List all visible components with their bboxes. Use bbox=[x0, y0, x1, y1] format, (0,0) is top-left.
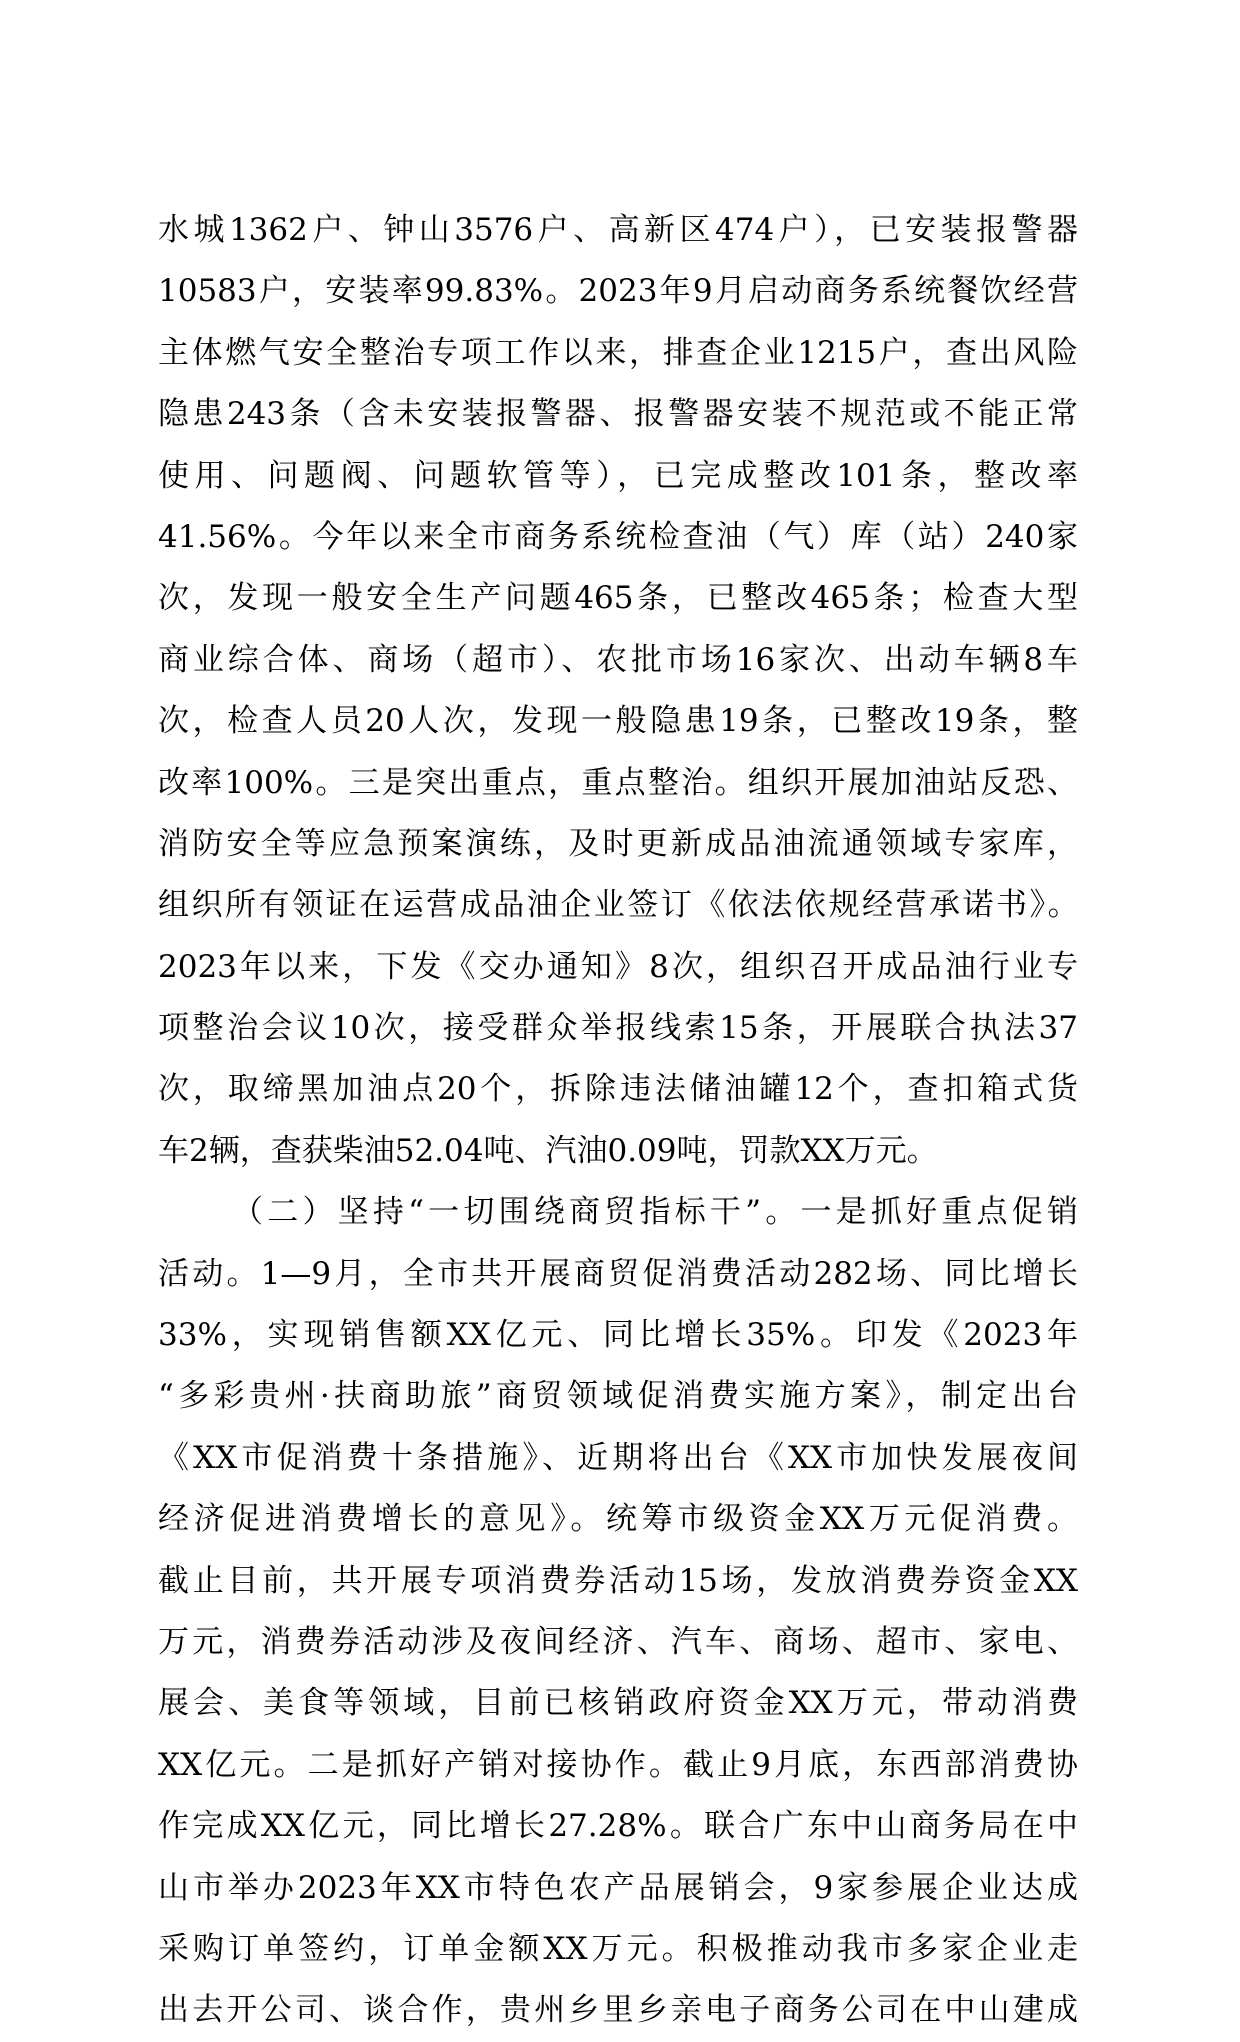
text-line: 万元，消费券活动涉及夜间经济、汽车、商场、超市、家电、 bbox=[158, 1623, 1078, 1660]
text-line: 作完成XX亿元，同比增长27.28%。联合广东中山商务局在中 bbox=[158, 1808, 1078, 1845]
text-line: 次，检查人员20人次，发现一般隐患19条，已整改19条，整 bbox=[158, 703, 1078, 740]
text-line: 消防安全等应急预案演练，及时更新成品油流通领域专家库， bbox=[158, 825, 1078, 862]
text-line: 41.56%。今年以来全市商务系统检查油（气）库（站）240家 bbox=[158, 518, 1078, 555]
text-line: 山市举办2023年XX市特色农产品展销会，9家参展企业达成 bbox=[158, 1869, 1078, 1906]
text-line: 活动。1—9月，全市共开展商贸促消费活动282场、同比增长 bbox=[158, 1255, 1078, 1292]
text-line: 水城1362户、钟山3576户、高新区474户），已安装报警器 bbox=[158, 212, 1078, 248]
text-line: 项整治会议10次，接受群众举报线索15条，开展联合执法37 bbox=[158, 1010, 1078, 1047]
text-line: 经济促进消费增长的意见》。统筹市级资金XX万元促消费。 bbox=[158, 1501, 1078, 1538]
text-line: 10583户，安装率99.83%。2023年9月启动商务系统餐饮经营 bbox=[158, 273, 1078, 310]
text-line: 采购订单签约，订单金额XX万元。积极推动我市多家企业走 bbox=[158, 1930, 1078, 1967]
text-line: 次，取缔黑加油点20个，拆除违法储油罐12个，查扣箱式货 bbox=[158, 1071, 1078, 1108]
text-line: XX亿元。二是抓好产销对接协作。截止9月底，东西部消费协 bbox=[158, 1746, 1078, 1783]
text-line: 隐患243条（含未安装报警器、报警器安装不规范或不能正常 bbox=[158, 396, 1078, 433]
paragraph-last-line: 车2辆，查获柴油52.04吨、汽油0.09吨，罚款XX万元。 bbox=[158, 1132, 938, 1169]
text-line: 截止目前，共开展专项消费券活动15场，发放消费券资金XX bbox=[158, 1562, 1078, 1599]
text-line: “多彩贵州·扶商助旅”商贸领域促消费实施方案》，制定出台 bbox=[158, 1378, 1078, 1415]
section-heading-line: （二）坚持“一切围绕商贸指标干”。一是抓好重点促销 bbox=[232, 1194, 1078, 1231]
text-line: 次，发现一般安全生产问题465条，已整改465条；检查大型 bbox=[158, 580, 1078, 617]
text-line: 出去开公司、谈合作，贵州乡里乡亲电子商务公司在中山建成 bbox=[158, 1992, 1078, 2029]
text-line: 使用、问题阀、问题软管等），已完成整改101条，整改率 bbox=[158, 457, 1078, 494]
text-line: 商业综合体、商场（超市）、农批市场16家次、出动车辆8车 bbox=[158, 641, 1078, 678]
text-line: 组织所有领证在运营成品油企业签订《依法依规经营承诺书》。 bbox=[158, 887, 1078, 924]
body-text bbox=[158, 200, 1078, 2042]
text-line: 改率100%。三是突出重点，重点整治。组织开展加油站反恐、 bbox=[158, 764, 1078, 801]
text-line: 主体燃气安全整治专项工作以来，排查企业1215户，查出风险 bbox=[158, 334, 1078, 371]
text-line: 《XX市促消费十条措施》、近期将出台《XX市加快发展夜间 bbox=[158, 1439, 1078, 1476]
text-line: 33%，实现销售额XX亿元、同比增长35%。印发《2023年 bbox=[158, 1317, 1078, 1354]
text-line: 2023年以来，下发《交办通知》8次，组织召开成品油行业专 bbox=[158, 948, 1078, 985]
text-line: 展会、美食等领域，目前已核销政府资金XX万元，带动消费 bbox=[158, 1685, 1078, 1722]
